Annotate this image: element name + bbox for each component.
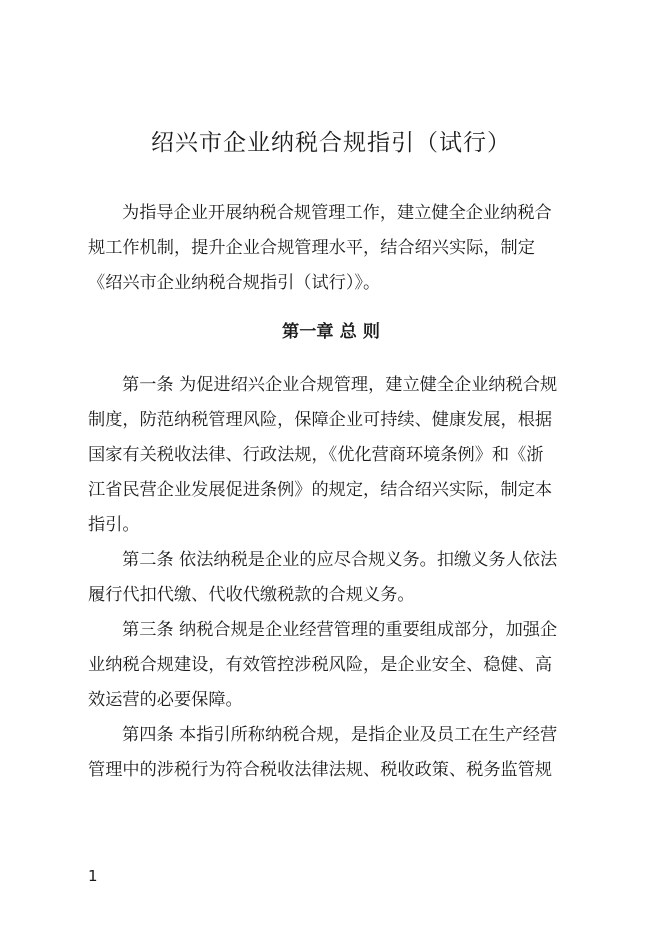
article-line: 第四条 本指引所称纳税合规，是指企业及员工在生产经营	[122, 725, 558, 745]
page-number: 1	[88, 867, 98, 885]
article-4	[88, 718, 582, 788]
article-line: 第三条 纳税合规是企业经营管理的重要组成部分，加强企	[122, 620, 558, 640]
article-line: 第二条 依法纳税是企业的应尽合规义务。扣缴义务人依法	[122, 550, 558, 570]
article-line: 制度，防范纳税管理风险，保障企业可持续、健康发展，根据	[88, 410, 553, 430]
intro-line: 为指导企业开展纳税合规管理工作，建立健全企业纳税合	[122, 203, 552, 223]
article-line: 第一条 为促进绍兴企业合规管理，建立健全企业纳税合规	[122, 375, 558, 395]
article-line: 国家有关税收法律、行政法规，《优化营商环境条例》和《浙	[88, 445, 544, 465]
chapter-heading: 第一章 总 则	[282, 322, 380, 342]
document-title: 绍兴市企业纳税合规指引（试行）	[151, 130, 511, 156]
article-line: 业纳税合规建设，有效管控涉税风险，是企业安全、稳健、高	[88, 655, 553, 675]
article-1	[88, 368, 582, 543]
article-line: 指引。	[88, 515, 140, 535]
intro-line: 规工作机制，提升企业合规管理水平，结合绍兴实际，制定	[88, 238, 535, 258]
intro-paragraph	[88, 196, 582, 301]
article-3	[88, 613, 582, 718]
article-line: 管理中的涉税行为符合税收法律法规、税收政策、税务监管规	[88, 760, 553, 780]
article-line: 履行代扣代缴、代收代缴税款的合规义务。	[88, 585, 415, 605]
article-line: 效运营的必要保障。	[88, 690, 243, 710]
article-2	[88, 543, 582, 613]
intro-line: 《绍兴市企业纳税合规指引（试行）》。	[88, 273, 381, 293]
article-line: 江省民营企业发展促进条例》的规定，结合绍兴实际，制定本	[88, 480, 553, 500]
